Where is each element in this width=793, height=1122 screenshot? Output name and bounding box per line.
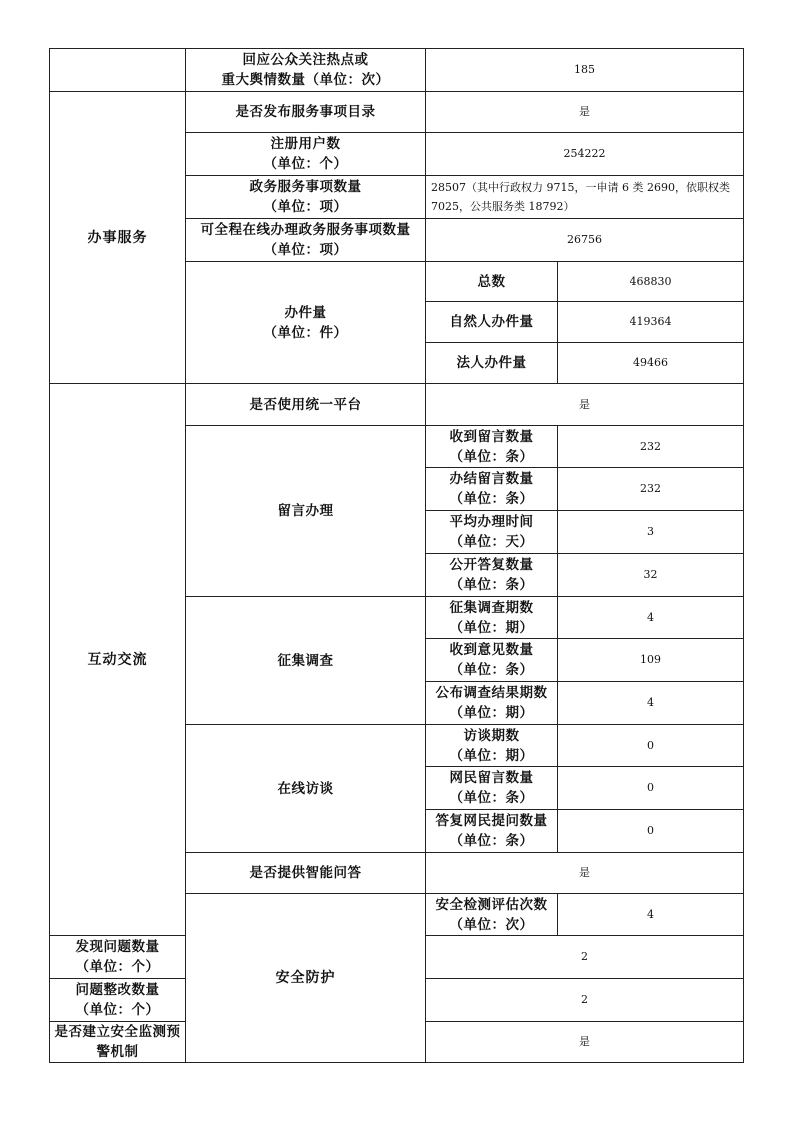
table-row: [50, 92, 744, 133]
empty-section-cell: [50, 49, 186, 92]
survey-opinions-value: 109: [558, 639, 744, 682]
messages-public-replies-value: 32: [558, 554, 744, 597]
registered-users-value: 254222: [426, 133, 744, 176]
section-security: 安全防护: [186, 894, 426, 1063]
catalog-value: 是: [426, 92, 744, 133]
issues-found-label: 发现问题数量 （单位：个）: [50, 936, 186, 979]
issues-fixed-value: 2: [426, 979, 744, 1022]
issues-found-value: 2: [426, 936, 744, 979]
service-items-value: 28507（其中行政权力 9715，一申请 6 类 2690，依职权类 7025，公共服务类 18792）: [426, 176, 744, 219]
table-row: [50, 384, 744, 426]
interview-periods-value: 0: [558, 725, 744, 767]
messages-avg-time-label: 平均办理时间 （单位：天）: [426, 511, 558, 554]
interview-netizen-msgs-value: 0: [558, 767, 744, 810]
unified-platform-value: 是: [426, 384, 744, 426]
cases-total-label: 总数: [426, 262, 558, 302]
warning-mechanism-label: 是否建立安全监测预警机制: [50, 1022, 186, 1063]
interview-periods-label: 访谈期数 （单位：期）: [426, 725, 558, 767]
report-table: [49, 48, 744, 1063]
messages-received-value: 232: [558, 426, 744, 468]
cases-natural-value: 419364: [558, 302, 744, 343]
messages-received-label: 收到留言数量 （单位：条）: [426, 426, 558, 468]
online-items-value: 26756: [426, 219, 744, 262]
survey-opinions-label: 收到意见数量 （单位：条）: [426, 639, 558, 682]
security-checks-value: 4: [558, 894, 744, 936]
cases-total-value: 468830: [558, 262, 744, 302]
cases-legal-label: 法人办件量: [426, 343, 558, 384]
smart-qa-label: 是否提供智能问答: [186, 853, 426, 894]
survey-result-periods-label: 公布调查结果期数 （单位：期）: [426, 682, 558, 725]
smart-qa-value: 是: [426, 853, 744, 894]
survey-result-periods-value: 4: [558, 682, 744, 725]
warning-mechanism-value: 是: [426, 1022, 744, 1063]
section-interaction: 互动交流: [50, 384, 186, 936]
table-row: [50, 49, 744, 92]
messages-label: 留言办理: [186, 426, 426, 597]
catalog-label: 是否发布服务事项目录: [186, 92, 426, 133]
online-items-label: 可全程在线办理政务服务事项数量 （单位：项）: [186, 219, 426, 262]
interview-label: 在线访谈: [186, 725, 426, 853]
survey-periods-value: 4: [558, 597, 744, 639]
survey-label: 征集调查: [186, 597, 426, 725]
hotspot-value: 185: [426, 49, 744, 92]
cases-natural-label: 自然人办件量: [426, 302, 558, 343]
registered-users-label: 注册用户数 （单位：个）: [186, 133, 426, 176]
unified-platform-label: 是否使用统一平台: [186, 384, 426, 426]
security-checks-label: 安全检测评估次数 （单位：次）: [426, 894, 558, 936]
survey-periods-label: 征集调查期数 （单位：期）: [426, 597, 558, 639]
hotspot-label: 回应公众关注热点或 重大舆情数量（单位：次）: [186, 49, 426, 92]
messages-avg-time-value: 3: [558, 511, 744, 554]
messages-handled-value: 232: [558, 468, 744, 511]
section-service: 办事服务: [50, 92, 186, 384]
messages-handled-label: 办结留言数量 （单位：条）: [426, 468, 558, 511]
cases-legal-value: 49466: [558, 343, 744, 384]
cases-label: 办件量 （单位：件）: [186, 262, 426, 384]
interview-answers-value: 0: [558, 810, 744, 853]
service-items-label: 政务服务事项数量 （单位：项）: [186, 176, 426, 219]
messages-public-replies-label: 公开答复数量 （单位：条）: [426, 554, 558, 597]
interview-answers-label: 答复网民提问数量 （单位：条）: [426, 810, 558, 853]
issues-fixed-label: 问题整改数量 （单位：个）: [50, 979, 186, 1022]
interview-netizen-msgs-label: 网民留言数量 （单位：条）: [426, 767, 558, 810]
